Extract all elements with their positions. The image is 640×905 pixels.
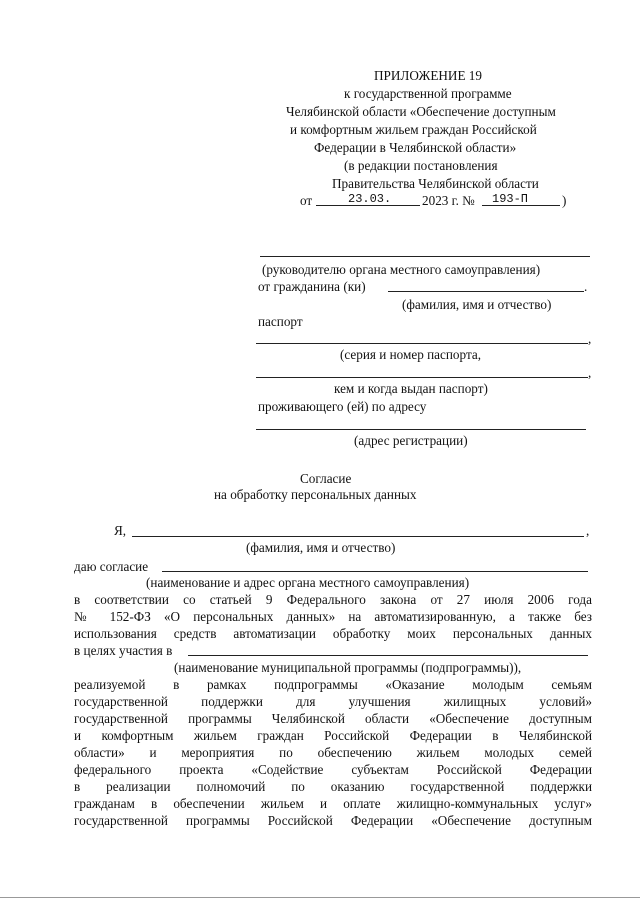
paragraph-line: в реализации полномочий по оказанию государственной поддержки [74, 779, 592, 794]
give-consent-label: даю согласие [74, 559, 149, 574]
comma: , [586, 523, 590, 538]
citizen-name-line [388, 291, 584, 292]
residing-label: проживающего (ей) по адресу [258, 399, 427, 414]
organization-line [162, 571, 588, 572]
consent-subtitle: на обработку персональных данных [214, 487, 417, 502]
date-prefix: от [300, 193, 313, 208]
appendix-line: к государственной программе [344, 86, 512, 101]
head-caption: (руководителю органа местного самоуправления) [262, 262, 541, 277]
participation-label: в целях участия в [74, 643, 173, 658]
dot: . [584, 279, 588, 294]
consent-title: Согласие [300, 471, 352, 486]
date-value: 23.03. [348, 192, 392, 206]
paragraph-line: области» и мероприятия по обеспечению жильем молодых семей [74, 745, 592, 760]
passport-line [256, 343, 588, 344]
paragraph-line: реализуемой в рамках подпрограммы «Оказание молодым семьям [74, 677, 592, 692]
number-value: 193-П [492, 192, 529, 206]
issued-caption: кем и когда выдан паспорт) [334, 381, 488, 396]
appendix-line: (в редакции постановления [344, 158, 498, 173]
from-citizen-label: от гражданина (ки) [258, 279, 366, 294]
paragraph-line: федерального проекта «Содействие субъектам Российской Федерации [74, 762, 592, 777]
year-and-number-label: 2023 г. № [422, 193, 475, 208]
close-paren: ) [562, 193, 567, 208]
address-line [256, 429, 586, 430]
paragraph-line: и комфортным жильем граждан Российской Федерации в Челябинской [74, 728, 592, 743]
comma: , [588, 331, 592, 346]
program-caption: (наименование муниципальной программы (подпрограммы)), [174, 660, 522, 675]
full-name-line [132, 536, 584, 537]
address-caption: (адрес регистрации) [354, 433, 468, 448]
appendix-title: ПРИЛОЖЕНИЕ 19 [374, 68, 482, 83]
issued-line [256, 377, 588, 378]
name-caption: (фамилия, имя и отчество) [246, 540, 396, 555]
paragraph-line: № 152-ФЗ «О персональных данных» на автоматизированную, а также без [74, 609, 592, 624]
appendix-line: и комфортным жильем граждан Российской [290, 122, 537, 137]
page-bottom-edge [0, 897, 640, 898]
appendix-line: Правительства Челябинской области [332, 176, 539, 191]
appendix-line: Челябинской области «Обеспечение доступным [286, 104, 556, 119]
paragraph-line: государственной программы Российской Федерации «Обеспечение доступным [74, 813, 592, 828]
passport-label: паспорт [258, 314, 303, 329]
paragraph-line: в соответствии со статьей 9 Федерального закона от 27 июля 2006 года [74, 592, 592, 607]
program-line [188, 655, 588, 656]
head-field-line [260, 256, 590, 257]
paragraph-line: государственной поддержки для улучшения жилищных условий» [74, 694, 592, 709]
paragraph-line: использования средств автоматизации обработку моих персональных данных [74, 626, 592, 641]
comma: , [588, 365, 592, 380]
passport-caption: (серия и номер паспорта, [340, 347, 482, 362]
i-label: Я, [114, 523, 127, 538]
name-caption: (фамилия, имя и отчество) [402, 297, 552, 312]
paragraph-line: государственной программы Челябинской области «Обеспечение доступным [74, 711, 592, 726]
organization-caption: (наименование и адрес органа местного самоуправления) [146, 575, 470, 590]
paragraph-line: гражданам в обеспечении жильем и оплате жилищно-коммунальных услуг» [74, 796, 592, 811]
appendix-line: Федерации в Челябинской области» [314, 140, 517, 155]
